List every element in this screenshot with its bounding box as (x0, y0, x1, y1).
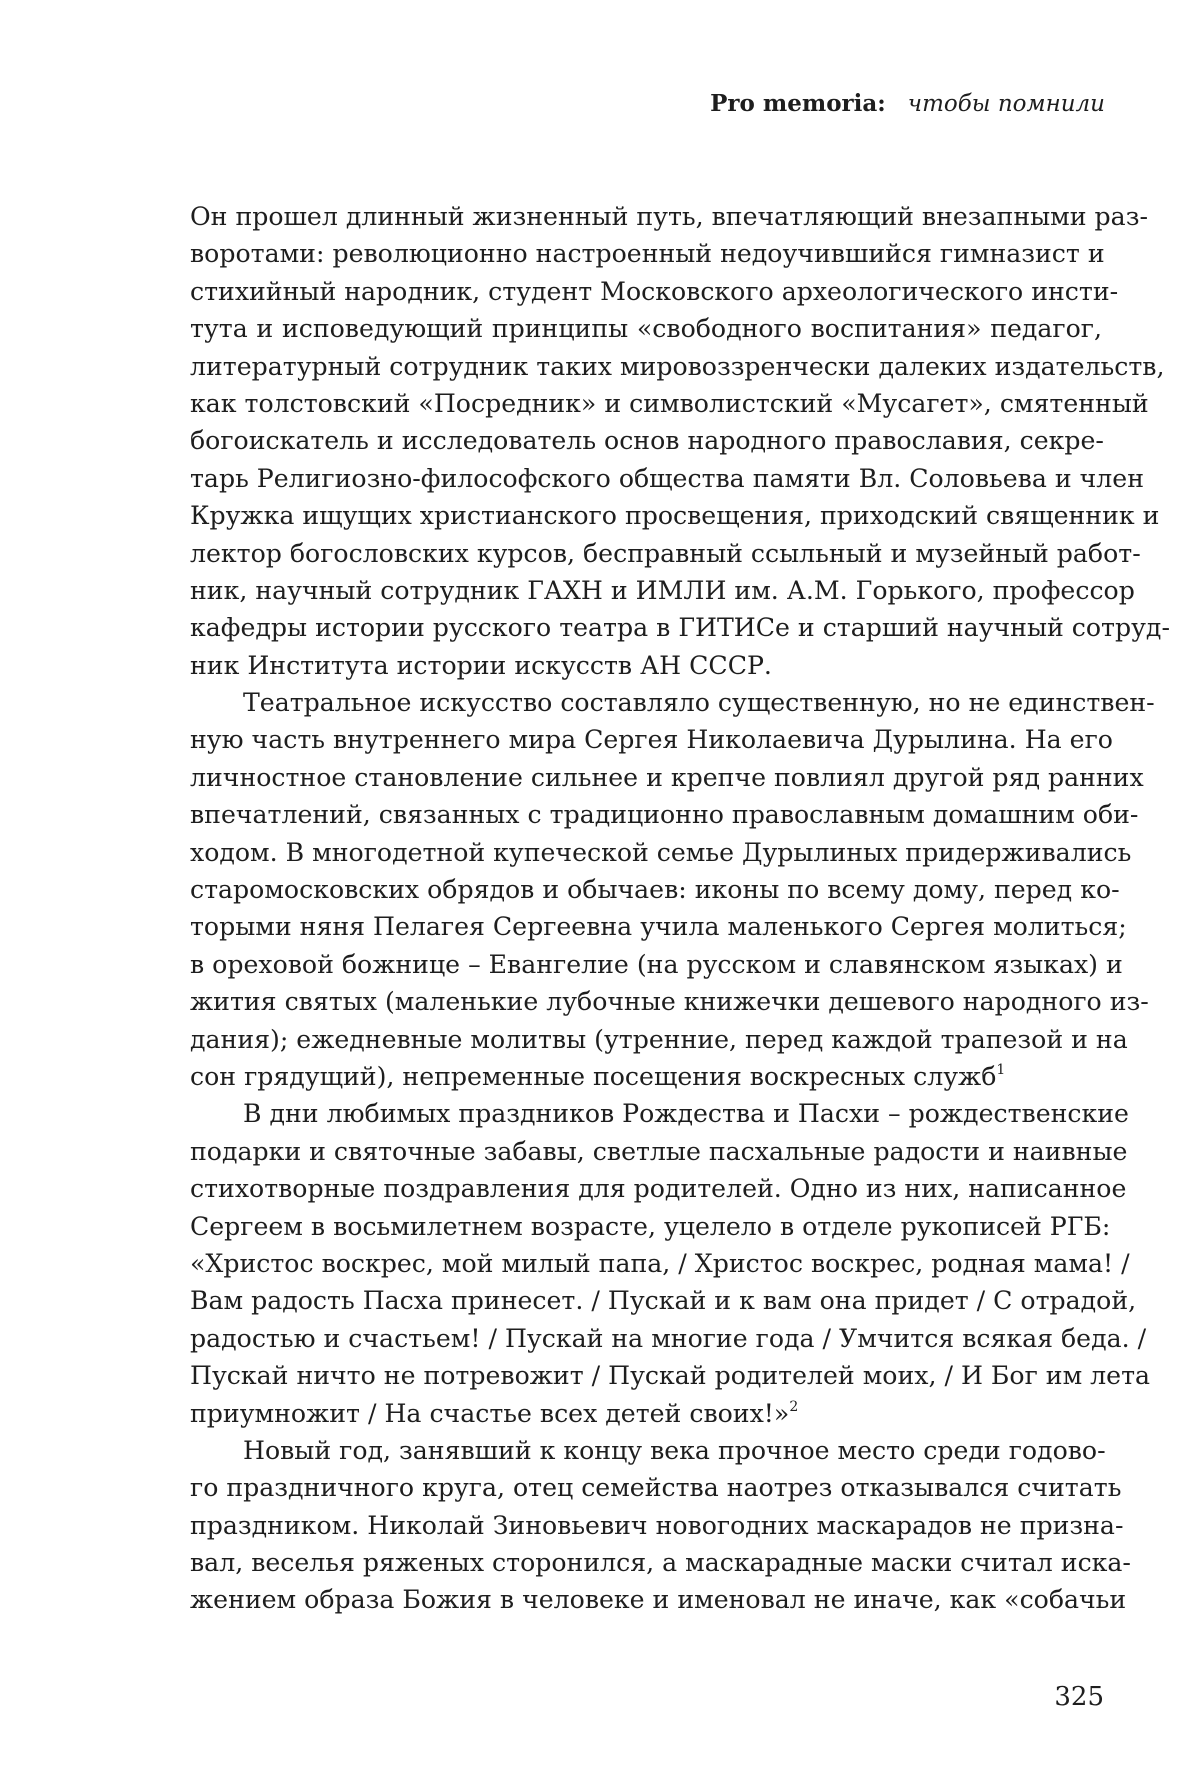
text-line-content: в ореховой божнице – Евангелие (на русском и славянском языках) и (190, 949, 1123, 979)
text-line (190, 497, 1160, 534)
text-line (190, 1320, 1147, 1357)
text-line (190, 871, 1120, 908)
text-line (190, 1507, 1124, 1544)
text-line (190, 834, 1132, 871)
footnote-reference[interactable]: 2 (789, 1398, 799, 1415)
text-line-content: как толстовский «Посредник» и символистский «Мусагет», смятенный (190, 388, 1149, 418)
text-line-content: ник Института истории искусств АН СССР. (190, 650, 772, 680)
text-line-content: личностное становление сильнее и крепче повлиял другой ряд ранних (190, 762, 1144, 792)
text-line-content: ник, научный сотрудник ГАХН и ИМЛИ им. А.М. Горького, профессор (190, 575, 1135, 605)
text-line (190, 1021, 1128, 1058)
text-line-content: Новый год, занявший к концу века прочное место среди годово- (243, 1435, 1106, 1465)
text-line-content: торыми няня Пелагея Сергеевна учила маленького Сергея молиться; (190, 912, 1127, 942)
text-line (190, 460, 1144, 497)
text-line (190, 572, 1135, 609)
text-line-content: воротами: революционно настроенный недоучившийся гимназист и (190, 239, 1105, 269)
text-line-content: кафедры истории русского театра в ГИТИСе и старший научный сотруд- (190, 613, 1170, 643)
text-line-content: ходом. В многодетной купеческой семье Дурылиных придерживались (190, 837, 1132, 867)
running-head (710, 90, 1105, 117)
text-line (190, 684, 1155, 721)
text-line-content: литературный сотрудник таких мировоззренчески далеких издательств, (190, 351, 1165, 381)
text-line-content: «Христос воскрес, мой милый папа, / Христос воскрес, родная мама! / (190, 1248, 1130, 1278)
text-line (190, 1208, 1111, 1245)
text-line-content: праздником. Николай Зиновьевич новогодних маскарадов не призна- (190, 1510, 1124, 1540)
text-line (190, 1357, 1151, 1394)
text-line-content: лектор богословских курсов, бесправный ссыльный и музейный работ- (190, 538, 1141, 568)
text-line-content: дания); ежедневные молитвы (утренние, перед каждой трапезой и на (190, 1024, 1128, 1054)
text-line-content: го праздничного круга, отец семейства наотрез отказывался считать (190, 1473, 1122, 1503)
text-line (190, 1170, 1127, 1207)
text-line (190, 1245, 1130, 1282)
text-line-content: приумножит / На счастье всех детей своих!» (190, 1398, 790, 1428)
text-line-content: ную часть внутреннего мира Сергея Николаевича Дурылина. На его (190, 725, 1113, 755)
text-line-content: тарь Религиозно-философского общества памяти Вл. Соловьева и член (190, 463, 1144, 493)
text-line-content: Он прошел длинный жизненный путь, впечатляющий внезапными раз- (190, 202, 1148, 231)
text-line-content: Театральное искусство составляло существенную, но не единствен- (243, 688, 1155, 718)
running-head-title: Pro memoria: (710, 90, 886, 117)
text-line (190, 609, 1170, 646)
footnote-reference[interactable]: 1 (996, 1061, 1006, 1078)
text-line-content: жением образа Божия в человеке и именовал не иначе, как «собачьи (190, 1585, 1127, 1615)
text-line (190, 1469, 1122, 1506)
text-line (190, 1544, 1131, 1581)
text-line (190, 273, 1119, 310)
text-line (190, 1095, 1129, 1132)
text-line-content: старомосковских обрядов и обычаев: иконы по всему дому, перед ко- (190, 875, 1120, 905)
text-line-content: Сергеем в восьмилетнем возрасте, уцелело в отделе рукописей РГБ: (190, 1211, 1111, 1241)
text-line-content: тута и исповедующий принципы «свободного воспитания» педагог, (190, 314, 1102, 344)
text-line-content: подарки и святочные забавы, светлые пасхальные радости и наивные (190, 1136, 1128, 1166)
text-line-content: жития святых (маленькие лубочные книжечки дешевого народного из- (190, 987, 1149, 1017)
text-line-content: Кружка ищущих христианского просвещения, приходский священник и (190, 501, 1160, 531)
text-line (190, 385, 1149, 422)
text-line (190, 348, 1165, 385)
text-line-content: Вам радость Пасха принесет. / Пускай и к вам она придет / С отрадой, (190, 1286, 1137, 1316)
text-line-content: радостью и счастьем! / Пускай на многие года / Умчится всякая беда. / (190, 1323, 1147, 1353)
text-line (190, 1395, 1102, 1432)
text-line-content: сон грядущий), непременные посещения воскресных служб (190, 1061, 997, 1091)
text-line (190, 422, 1102, 459)
text-line (190, 310, 1102, 347)
text-line-content: стихотворные поздравления для родителей. Одно из них, написанное (190, 1174, 1127, 1204)
text-line (190, 1058, 1102, 1095)
text-line-content: впечатлений, связанных с традиционно православным домашним оби- (190, 800, 1139, 830)
text-line-content: вал, веселья ряженых сторонился, а маскарадные маски считал иска- (190, 1548, 1131, 1578)
text-line (190, 198, 1148, 235)
text-line (190, 908, 1127, 945)
text-line (190, 1432, 1106, 1469)
text-line (190, 535, 1141, 572)
text-line-content: богоискатель и исследователь основ народного православия, секре- (190, 426, 1104, 456)
text-line-content: Пускай ничто не потревожит / Пускай родителей моих, / И Бог им лета (190, 1361, 1151, 1391)
text-line (190, 647, 1102, 684)
body-text (190, 198, 1170, 1619)
page-number: 325 (1054, 1682, 1104, 1712)
text-line-content: В дни любимых праздников Рождества и Пасхи – рождественские (243, 1099, 1129, 1129)
running-head-subtitle: чтобы помнили (907, 91, 1105, 117)
text-line (190, 983, 1149, 1020)
text-line (190, 796, 1139, 833)
text-line (190, 946, 1123, 983)
text-line (190, 721, 1113, 758)
text-line (190, 1282, 1137, 1319)
text-line (190, 1581, 1127, 1618)
text-line (190, 235, 1105, 272)
text-line-content: стихийный народник, студент Московского археологического инсти- (190, 276, 1119, 306)
text-line (190, 759, 1144, 796)
text-line (190, 1133, 1128, 1170)
